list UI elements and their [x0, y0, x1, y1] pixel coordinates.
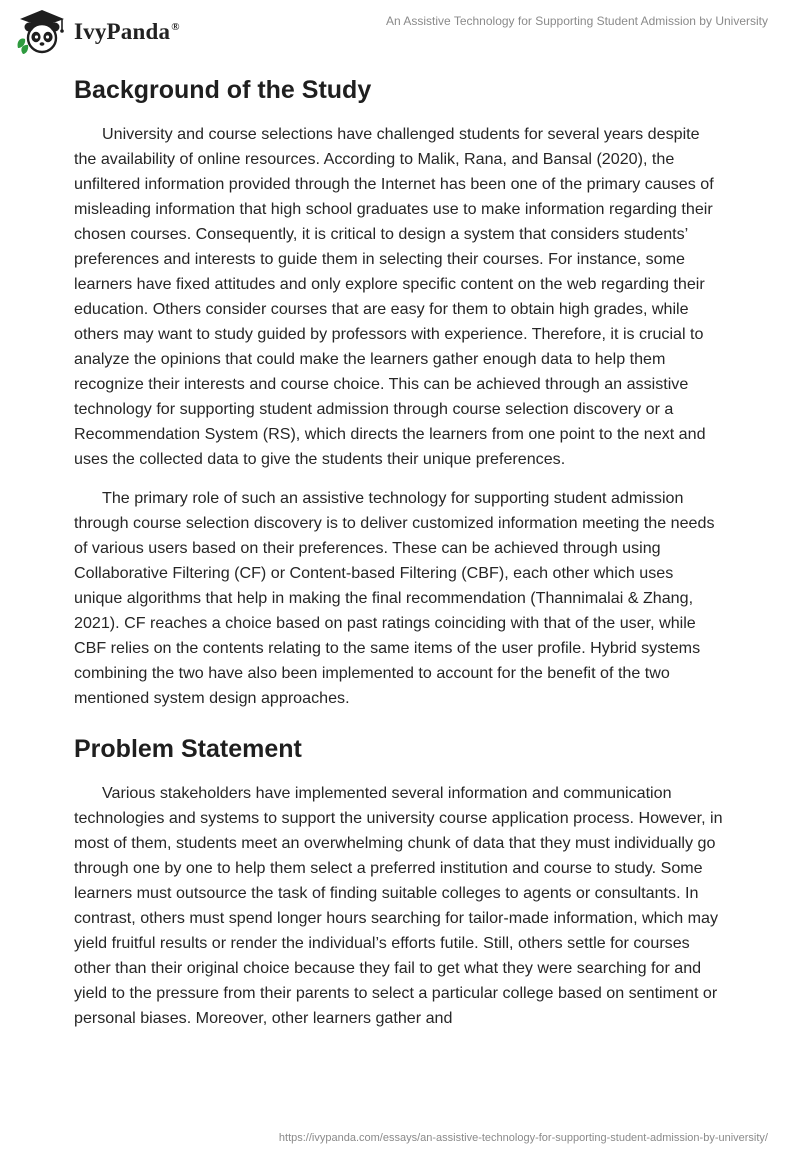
source-url-link[interactable]: https://ivypanda.com/essays/an-assistive-technology-for-supporting-student-admission-by-university/: [278, 1132, 768, 1144]
section-heading-background: Background of the Study: [74, 76, 372, 104]
brand-name: IvyPanda®: [74, 19, 180, 44]
ivypanda-logo[interactable]: [14, 8, 180, 56]
problem-paragraph-1: Various stakeholders have implemented several information and communication technologies and systems to support the university course application process. However, in most of them, students meet an overwhelming chunk of data that they must individually go through one by one to help them select a preferred institution and course to study. Some learners must outsource the task of finding suitable colleges to agents or consultants. In contrast, others must spend longer hours searching for tailor-made information, which may yield fruitful results or render the individual’s efforts futile. Still, others settle for courses other than their original choice because they fail to get what they were searching for and yield to the pressure from their parents to select a particular college based on sentiment or personal biases. Moreover, other learners gather and: [74, 784, 723, 1027]
essay-content: [74, 70, 726, 1045]
section-heading-problem: Problem Statement: [74, 735, 302, 763]
page-header: [0, 0, 800, 60]
document-title: An Assistive Technology for Supporting Student Admission by University: [386, 14, 768, 28]
panda-graduate-logo-icon: [14, 8, 70, 56]
background-paragraph-2: The primary role of such an assistive technology for supporting student admission through course selection discovery is to deliver customized information meeting the needs of various users based on their preferences. These can be achieved through using Collaborative Filtering (CF) or Content-based Filtering (CBF), each other which uses unique algorithms that help in making the final recommendation (Thannimalai & Zhang, 2021). CF reaches a choice based on past ratings coinciding with that of the user, while CBF relies on the contents relating to the same items of the user profile. Hybrid systems combining the two have also been implemented to account for the benefit of the two mentioned system design approaches.: [74, 489, 715, 707]
background-paragraph-1: University and course selections have challenged students for several years despite the availability of online resources. According to Malik, Rana, and Bansal (2020), the unfiltered information provided through the Internet has been one of the primary causes of misleading information that high school graduates use to make information regarding their chosen courses. Consequently, it is critical to design a system that considers students’ preferences and interests to guide them in selecting their courses. For instance, some learners have fixed attitudes and only explore specific content on the web regarding their education. Others consider courses that are easy for them to obtain high grades, while others may want to study guided by professors with experience. Therefore, it is crucial to analyze the opinions that could make the learners gather enough data to help them recognize their interests and course choice. This can be achieved through an assistive technology for supporting student admission through course selection discovery or a Recommendation System (RS), which directs the learners from one point to the next and uses the collected data to give the students their unique preferences.: [74, 125, 714, 468]
